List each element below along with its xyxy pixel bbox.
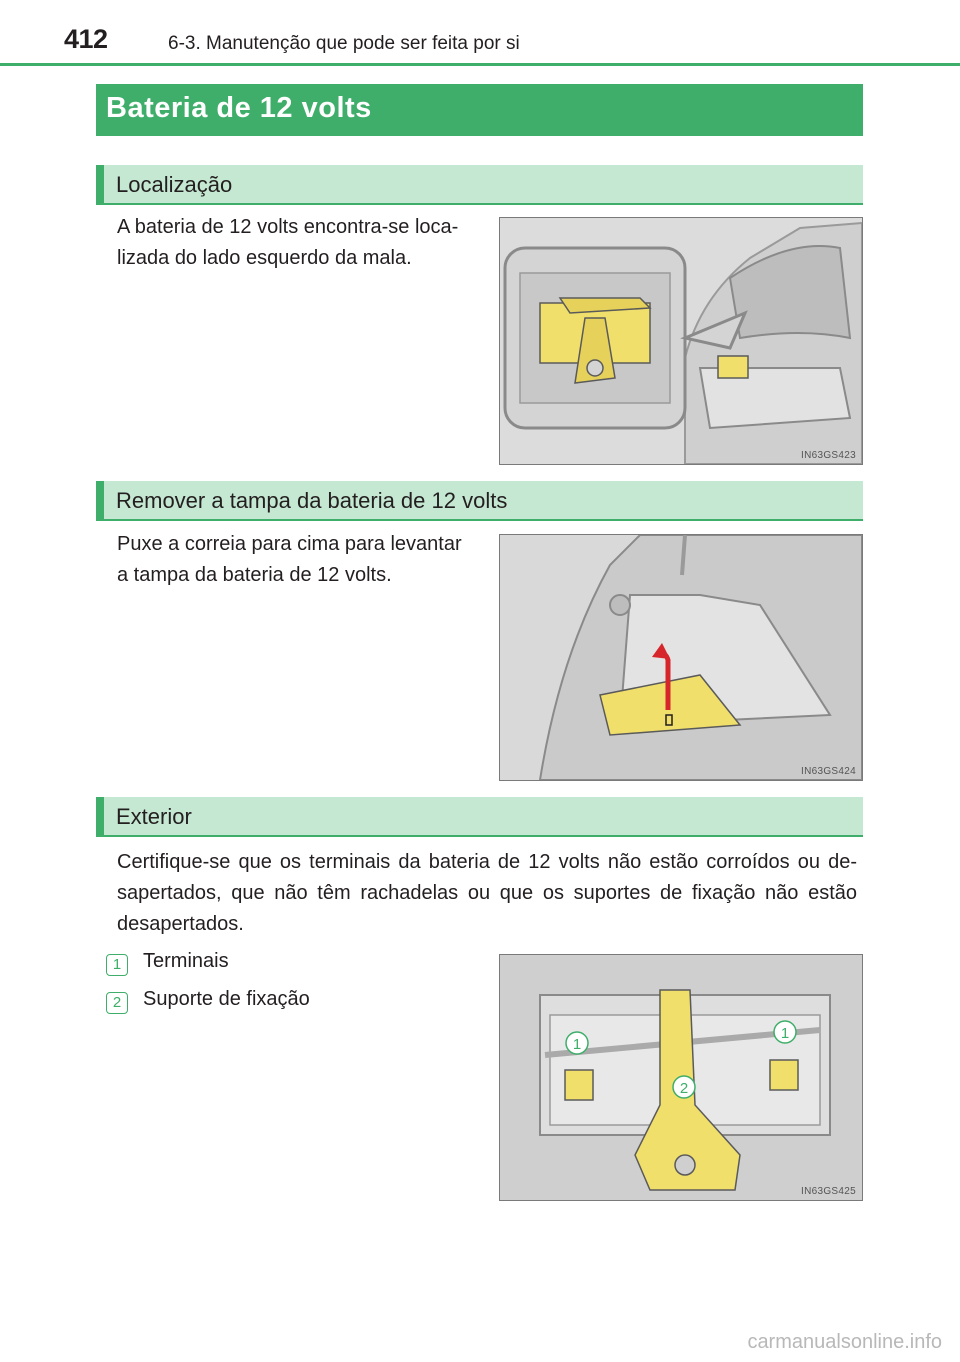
- number-badge: 2: [106, 992, 128, 1014]
- figure-code: IN63GS424: [801, 766, 856, 777]
- svg-text:1: 1: [572, 1036, 582, 1053]
- figure-battery-exterior: [499, 954, 863, 1201]
- section-title: Exterior: [116, 804, 192, 829]
- main-title: Bateria de 12 volts: [106, 92, 372, 124]
- section-title: Remover a tampa da bateria de 12 volts: [116, 488, 508, 513]
- list-label: Suporte de fixação: [143, 988, 310, 1010]
- text-line: a tampa da bateria de 12 volts.: [117, 564, 392, 586]
- section-header-exterior: [96, 797, 863, 837]
- remove-cover-text: [117, 529, 492, 591]
- figure-code: IN63GS423: [801, 450, 856, 461]
- section-header-remove-cover: [96, 481, 863, 521]
- watermark: carmanualsonline.info: [747, 1331, 942, 1353]
- exterior-text: Certifique-se que os terminais da bateria de 12 volts não estão corroídos ou de-sapertados, que não têm rachadelas ou que os suportes de fixação não estão desapertados.: [117, 851, 857, 935]
- list-label: Terminais: [143, 950, 229, 972]
- figure-remove-cover: [499, 534, 863, 781]
- battery-location-illustration: [500, 218, 862, 464]
- text-line: Puxe a correia para cima para levantar: [117, 533, 462, 555]
- running-header: 6-3. Manutenção que pode ser feita por si: [168, 33, 520, 54]
- location-text: [117, 212, 487, 274]
- page-number: 412: [64, 24, 108, 54]
- section-title: Localização: [116, 172, 233, 197]
- number-badge: 1: [106, 954, 128, 976]
- figure-code: IN63GS425: [801, 1186, 856, 1197]
- figure-battery-location: [499, 217, 863, 465]
- header-rule: [0, 63, 960, 66]
- svg-text:2: 2: [679, 1080, 689, 1097]
- section-header-location: [96, 165, 863, 205]
- svg-text:1: 1: [780, 1025, 790, 1042]
- main-title-bar: [96, 84, 863, 136]
- text-line: A bateria de 12 volts encontra-se loca-: [117, 216, 459, 238]
- battery-exterior-illustration: [500, 955, 862, 1200]
- remove-cover-illustration: [500, 535, 862, 780]
- text-line: lizada do lado esquerdo da mala.: [117, 247, 412, 269]
